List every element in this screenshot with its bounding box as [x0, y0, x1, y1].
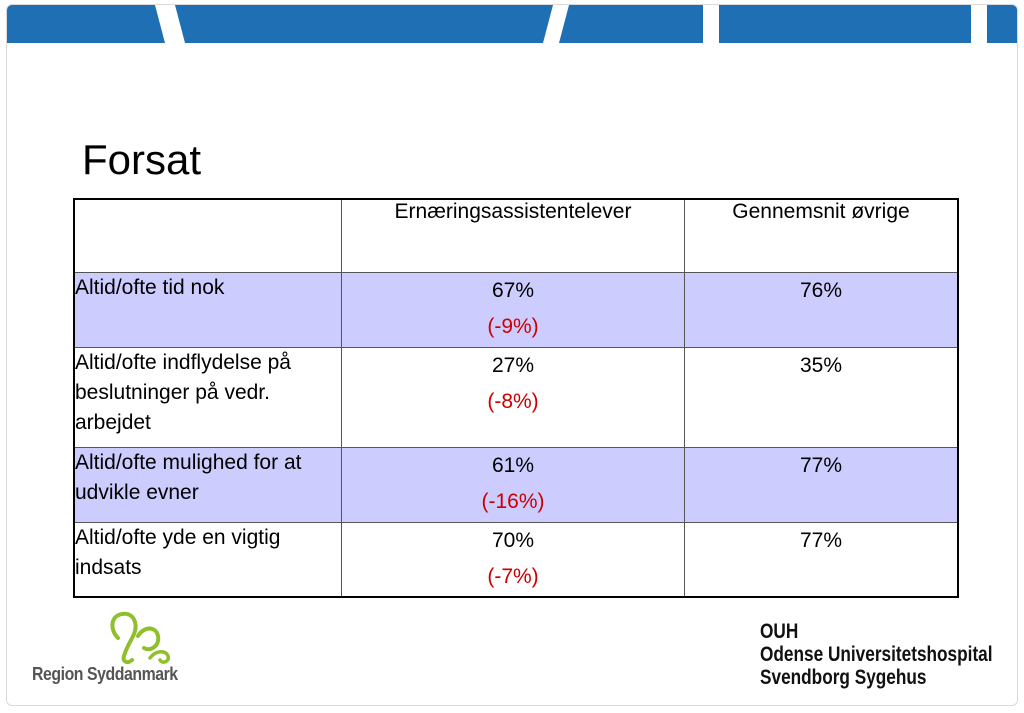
value-cell-a — [342, 347, 685, 447]
value: 70% — [491, 528, 535, 552]
region-logo-text: Region Syddanmark — [32, 664, 178, 684]
table-row — [74, 447, 958, 522]
top-band — [7, 5, 1017, 43]
ouh-logo-line: Odense Universitetshospital — [760, 643, 993, 666]
value: 77% — [799, 453, 843, 477]
value-cell-a — [342, 447, 685, 522]
band-segment — [175, 5, 553, 43]
value-cell-b — [685, 522, 959, 597]
region-logo-icon — [104, 608, 184, 666]
table-row — [74, 347, 958, 447]
slide-title: Forsat — [82, 136, 202, 183]
row-label: Altid/ofte mulighed for at udvikle evner — [74, 447, 342, 522]
table-header-row — [74, 199, 958, 272]
row-label: Altid/ofte indflydelse på beslutninger på vedr. arbejdet — [74, 347, 342, 447]
value: 67% — [491, 278, 535, 302]
value: 76% — [799, 278, 843, 302]
value-change: (-16%) — [481, 489, 545, 513]
header-cell-ernaeringsassistentelever: Ernæringsassistentelever — [342, 199, 685, 272]
value-cell-b — [685, 347, 959, 447]
value: 77% — [799, 528, 843, 552]
band-segment — [7, 5, 165, 43]
table-row — [74, 272, 958, 347]
ouh-logo-line: OUH — [760, 620, 799, 643]
value: 61% — [491, 453, 535, 477]
value: 35% — [799, 353, 843, 377]
header-cell-empty — [74, 199, 342, 272]
band-segment — [987, 5, 1017, 43]
header-cell-gennemsnit: Gennemsnit øvrige — [685, 199, 959, 272]
value-cell-a — [342, 522, 685, 597]
row-label: Altid/ofte tid nok — [74, 272, 342, 347]
data-table — [73, 198, 959, 598]
value-change: (-9%) — [487, 314, 539, 338]
band-segment — [559, 5, 703, 43]
value-cell-b — [685, 447, 959, 522]
value-cell-a — [342, 272, 685, 347]
table-row — [74, 522, 958, 597]
row-label: Altid/ofte yde en vigtig indsats — [74, 522, 342, 597]
region-syddanmark-logo — [32, 608, 192, 694]
ouh-logo-line: Svendborg Sygehus — [760, 666, 927, 689]
value: 27% — [491, 353, 535, 377]
band-segment — [719, 5, 971, 43]
value-change: (-7%) — [487, 564, 539, 588]
value-change: (-8%) — [487, 389, 539, 413]
ouh-logo — [760, 620, 993, 689]
value-cell-b — [685, 272, 959, 347]
